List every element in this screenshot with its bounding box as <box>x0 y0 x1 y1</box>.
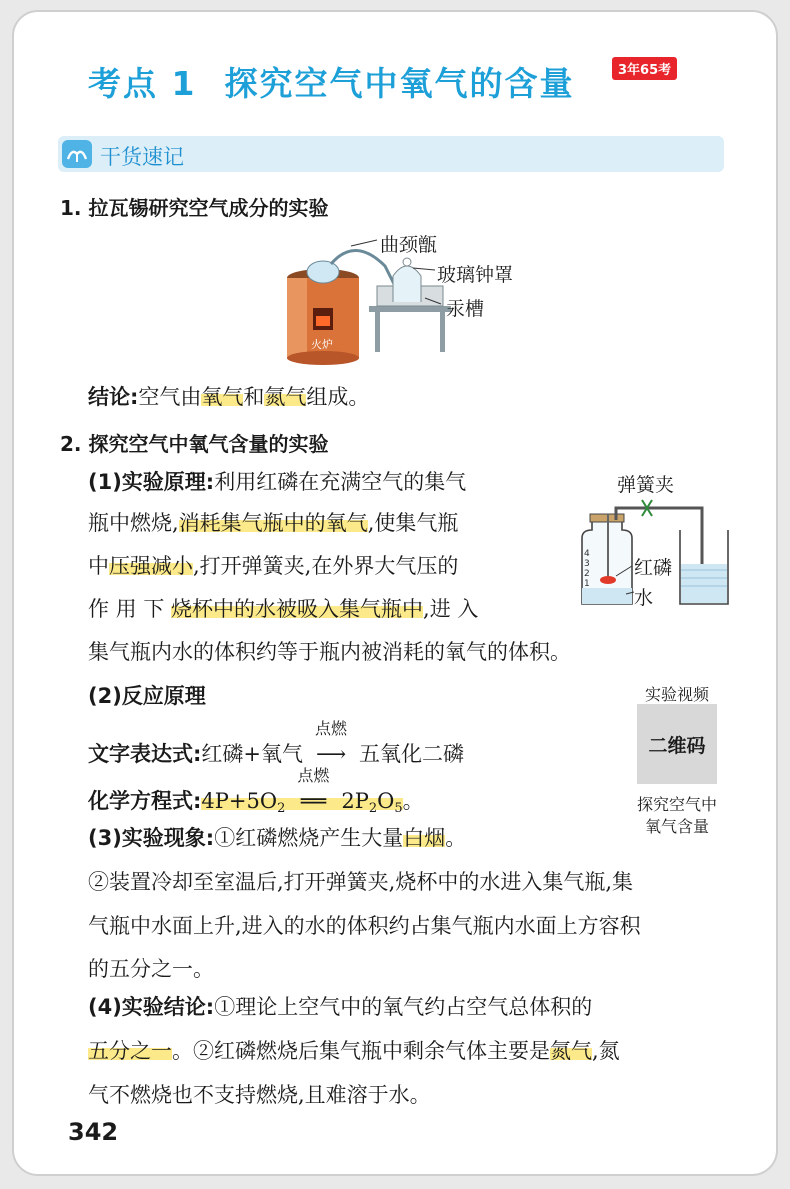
label-bell-jar: 玻璃钟罩 <box>437 264 514 286</box>
svg-text:4: 4 <box>584 549 590 559</box>
conclusion-line-3: 气不燃烧也不支持燃烧,且难溶于水。 <box>88 1083 431 1107</box>
principle-line-5: 集气瓶内水的体积约等于瓶内被消耗的氧气的体积。 <box>88 640 571 664</box>
phenomena-line-2: ②装置冷却至室温后,打开弹簧夹,烧杯中的水进入集气瓶,集 <box>88 870 634 894</box>
exam-frequency-badge: 3年65考 <box>612 57 677 80</box>
svg-text:2: 2 <box>584 569 590 579</box>
reaction-principle-heading: (2)反应原理 <box>88 684 206 708</box>
qr-code[interactable]: 二维码 <box>637 704 717 784</box>
label-water: 水 <box>634 587 654 609</box>
principle-line-3: 中压强减小,打开弹簧夹,在外界大气压的 <box>88 554 459 578</box>
principle-line-2: 瓶中燃烧,消耗集气瓶中的氧气,使集气瓶 <box>88 511 459 535</box>
word-equation: 文字表达式:红磷+氧气 点燃 ⟶ 五氧化二磷 <box>88 719 465 766</box>
book-icon <box>62 140 92 168</box>
conclusion-line-1: (4)实验结论:①理论上空气中的氧气约占空气总体积的 <box>88 995 593 1019</box>
item1-heading: 1. 拉瓦锡研究空气成分的实验 <box>60 196 329 220</box>
label-spring-clamp: 弹簧夹 <box>617 474 675 496</box>
phenomena-line-3: 气瓶中水面上升,进入的水的体积约占集气瓶内水面上方容积 <box>88 914 641 938</box>
chemical-equation: 化学方程式$:4P+5O_2$ 点燃 ══ $2P_2O_5$。 <box>88 766 424 816</box>
label-retort: 曲颈甑 <box>380 234 438 256</box>
item2-heading: 2. 探究空气中氧气含量的实验 <box>60 432 329 456</box>
svg-text:火炉: 火炉 <box>311 338 333 351</box>
video-caption-line-1: 探究空气中 <box>636 795 717 814</box>
section-label: 干货速记 <box>100 145 184 169</box>
phenomena-line-1: (3)实验现象:①红磷燃烧产生大量白烟。 <box>88 826 467 850</box>
page-title: 考点 1 探究空气中氧气的含量 <box>88 64 575 103</box>
svg-text:3: 3 <box>584 559 590 569</box>
video-caption-line-2: 氧气含量 <box>644 817 709 836</box>
principle-line-1: (1)实验原理:利用红磷在充满空气的集气 <box>88 470 467 494</box>
phenomena-line-4: 的五分之一。 <box>88 957 214 981</box>
video-title: 实验视频 <box>644 685 709 704</box>
label-mercury-trough: 汞槽 <box>446 298 485 320</box>
principle-line-4: 作 用 下 烧杯中的水被吸入集气瓶中,进 入 <box>88 597 479 621</box>
svg-text:1: 1 <box>584 579 590 589</box>
label-red-phosphorus: 红磷 <box>634 557 673 579</box>
item1-conclusion: 结论:空气由氧气和氮气组成。 <box>88 385 370 409</box>
conclusion-line-2: 五分之一。②红磷燃烧后集气瓶中剩余气体主要是氮气,氮 <box>88 1039 620 1063</box>
page-number: 342 <box>68 1118 119 1146</box>
